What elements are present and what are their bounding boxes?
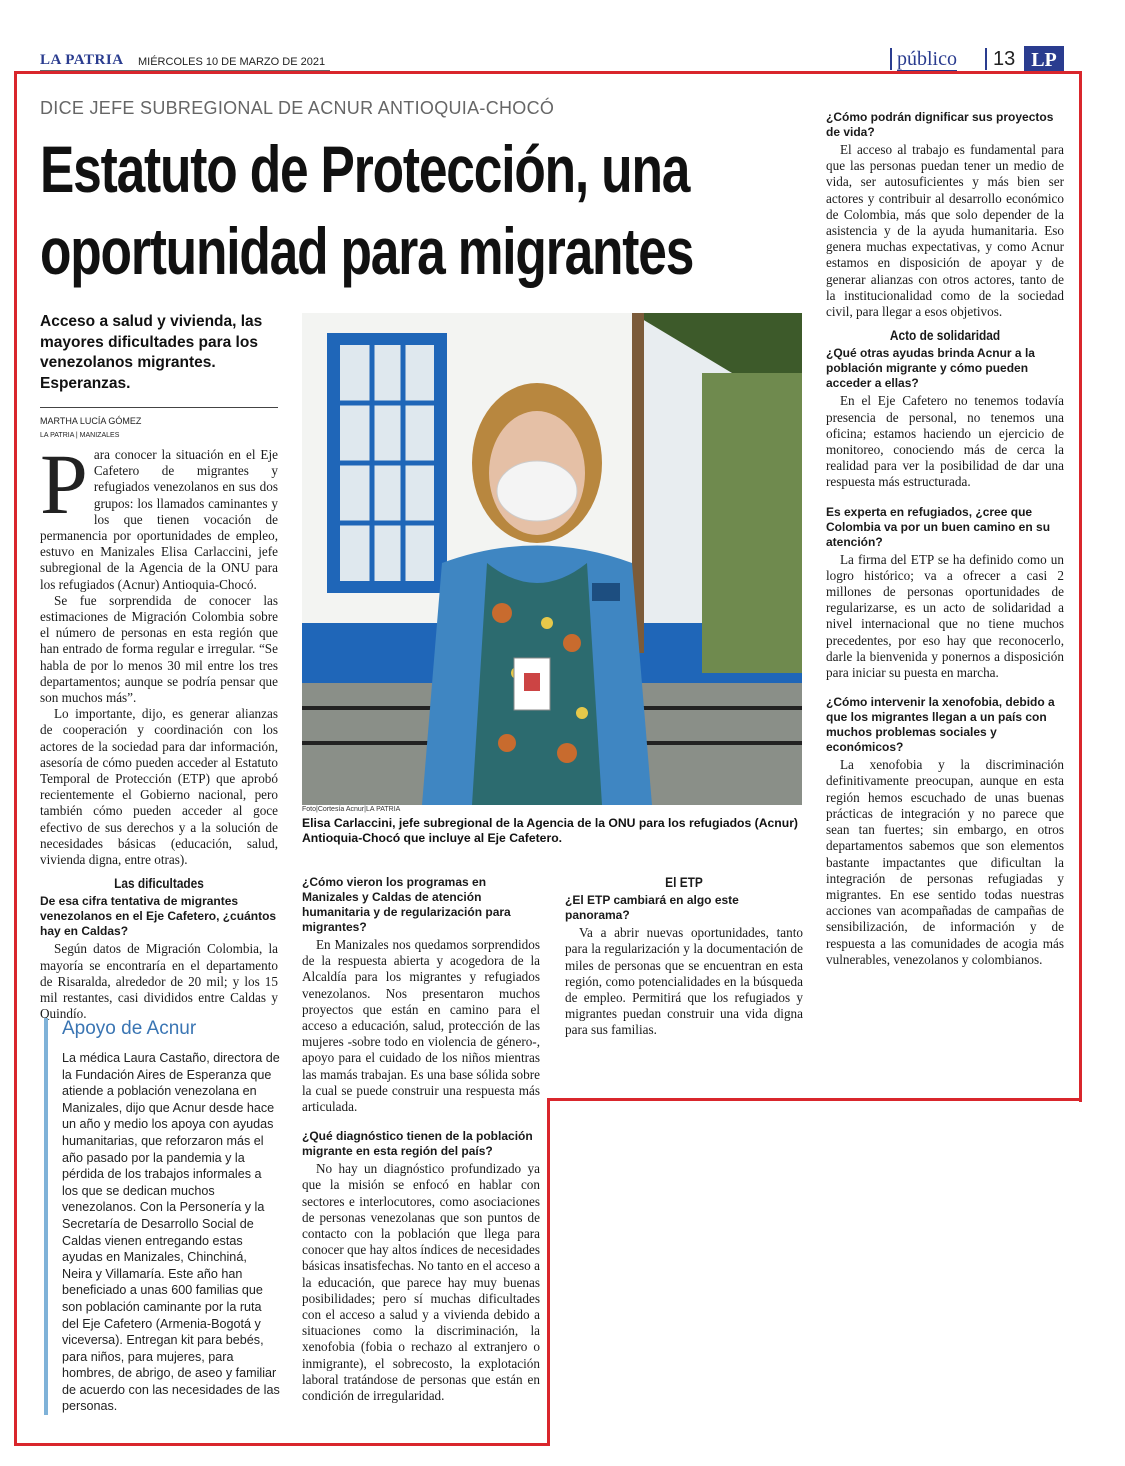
paragraph: Lo importante, dijo, es generar alianzas de cooperación y coordinación con los actores de la sociedad para dar información, asesoría de cómo pueden acceder al Estatuto Temporal de Protección (ETP) que aprobó recientemente el Gobierno nacional, pero también cómo pueden acceder al goce efectivo de sus derechos y a la solución de necesidades básicas (educación, salud, vivienda digna, entre otras). xyxy=(40,706,278,868)
drop-cap: P xyxy=(40,436,88,532)
sidebar-body: La médica Laura Castaño, directora de la Fundación Aires de Esperanza que atiende a población venezolana en Manizales, dijo que Acnur desde hace un año y medio los apoya con ayudas humanitarias, que reforzaron más el año pasado por la pandemia y la pérdida de los trabajos informales a los que se dedican muchos venezolanos. Con la Personería y la Secretaría de Desarrollo Social de Caldas vienen entregando estas ayudas en Manizales, Chinchiná, Neira y Villamaría. Este año han beneficiado a unas 600 familias que son población caminante por la ruta del Eje Cafetero (Armenia-Bogotá y viceversa). Entregan kit para bebés, para niños, para mujeres, para hombres, de abrigo, de aseo y familiar de acuerdo con las necesidades de las personas. xyxy=(62,1051,280,1414)
highlight-outline-step xyxy=(547,1098,1082,1101)
newspaper-name: LA PATRIA xyxy=(40,52,124,68)
answer: En Manizales nos quedamos sorprendidos de la respuesta abierta y acogedora de la Alcaldía para los migrantes y refugiados venezolanos. Nos presentaron muchos proyectos que están en camino para el acceso a educación, salud, protección de las mujeres -sobre todo en violencia de género-, apoyo para el cuidado de los niños mientras las mamás trabajan. Es una base sólida sobre la cual se puede construir una respuesta más articulada. xyxy=(302,937,540,1115)
photo-credit: Foto|Cortesía Acnur|LA PATRIA xyxy=(302,806,401,813)
headline-line-1: Estatuto de Protección, una xyxy=(40,132,690,206)
article-column-1 xyxy=(40,436,278,1023)
question: De esa cifra tentativa de migrantes venezolanos en el Eje Cafetero, ¿cuántos hay en Caldas? xyxy=(40,894,277,939)
article-photo xyxy=(302,313,802,805)
answer: La firma del ETP se ha definido como un logro histórico; va a ofrecer a casi 2 millones de personas oportunidades de regularizarse, es un acto de solidaridad a nivel internacional que no tiene muchos precedentes, por eso hay que reconocerlo, darle la bienvenida y ponernos a disposición para iniciar su puesta en marcha. xyxy=(826,551,1064,681)
answer: En el Eje Cafetero no tenemos todavía presencia de personal, no tenemos una oficina; estamos haciendo un ejercicio de monitoreo, conociendo más de cerca la realidad para ver la posibilidad de dar una respuesta más estructurada. xyxy=(826,393,1064,490)
answer: No hay un diagnóstico profundizado ya que la misión se enfocó en hablar con sectores e interlocutores, como asociaciones de personas venezolanas que son puntos de contacto con la población que llega para conocer que hay altos índices de necesidades básicas insatisfechas. No tanto en el acceso a la educación, que parece hay muy buenas posibilidades; pero sí muchas dificultades con el acceso a salud y a vivienda debido a situaciones como la discriminación, la xenofobia (fobia o rechazo al extranjero o inmigrante), el sobrecosto, la explotación laboral tratándose de personas que están en condición de irregularidad. xyxy=(302,1161,540,1404)
question: ¿Cómo podrán dignificar sus proyectos de vida? xyxy=(826,110,1054,139)
paragraph: ara conocer la situación en el Eje Cafetero de migrantes y refugiados venezolanos en sus dos grupos: los llamados caminantes y los que tienen vocación de permanencia por oportunidades de empleo, estuvo en Manizales Elisa Carlaccini, jefe subregional de la Agencia de la ONU para los refugiados (Acnur) Antioquia-Chocó. xyxy=(40,447,278,592)
answer: Según datos de Migración Colombia, la mayoría se encontraría en el departamento de Risaralda, alrededor de 20 mil; y los 15 mil restantes, casi divididos entre Caldas y Quindío. xyxy=(40,941,278,1022)
paragraph: Se fue sorprendida de conocer las estimaciones de Migración Colombia sobre el número de personas en esta región que han entrado de forma regular e irregular. “Se habla de por lo menos 30 mil entre los tres departamentos; aunque se podría pensar que son muchos más”. xyxy=(40,592,278,706)
byline: MARTHA LUCÍA GÓMEZ xyxy=(40,416,142,426)
deck-divider xyxy=(40,407,278,408)
question: ¿Cómo intervenir la xenofobia, debido a que los migrantes llegan a un país con muchos problemas sociales y económicos? xyxy=(826,695,1055,755)
kicker: DICE JEFE SUBREGIONAL DE ACNUR ANTIOQUIA-CHOCÓ xyxy=(40,98,555,118)
answer: La xenofobia y la discriminación definitivamente preocupan, aunque en esta región hemos escuchado de unas buenas prácticas de integración y no parece que sean tan fuertes; sin embargo, en otros departamentos sabemos que son elementos bastante impactantes que dificultan la integración de personas refugiadas y migrantes. En ese sentido todas nuestras acciones van acompañadas de campañas de sensibilización, de información y de respuesta a las comunidades de acogia más vulnerables, venezolanos y colombianos. xyxy=(826,757,1064,967)
question: ¿Qué otras ayudas brinda Acnur a la población migrante y cómo pueden acceder a ellas? xyxy=(826,346,1035,391)
photo-caption: Elisa Carlaccini, jefe subregional de la Agencia de la ONU para los refugiados (Acnur) Antioquia-Chocó que incluye al Eje Cafetero. xyxy=(302,816,798,845)
sidebar-title: Apoyo de Acnur xyxy=(62,1018,197,1039)
answer: El acceso al trabajo es fundamental para que las personas puedan tener un medio de vida, ser autosuficientes y más bien ser actores y contribuir al desarrollo económico de Colombia, más que solo depender de la asistencia y de la ayuda humanitaria. Eso genera muchas expectativas, y como Acnur estamos en disposición de apoyar y de generar alianzas con otros actores, tanto de la institucionalidad como de la sociedad civil, para llegar a esos objetivos. xyxy=(826,142,1064,320)
article-column-2 xyxy=(302,875,540,1404)
section-name xyxy=(890,48,957,70)
headline xyxy=(40,128,812,292)
answer: Va a abrir nuevas oportunidades, tanto para la regularización y la documentación de miles de personas que se encuentran en esta región, como potencialidades en la búsqueda de empleo. Permitirá que los refugiados y migrantes puedan construir una vida digna para sus familias. xyxy=(565,925,803,1038)
question: ¿Qué diagnóstico tienen de la población migrante en esta región del país? xyxy=(302,1129,533,1159)
sidebar-box xyxy=(44,1018,280,1415)
photo-illustration xyxy=(302,313,802,805)
page-number: 13 xyxy=(985,48,1015,70)
subheading: El ETP xyxy=(665,875,703,890)
question: ¿El ETP cambiará en algo este panorama? xyxy=(565,893,739,923)
brand-logo: LP xyxy=(1024,46,1064,74)
issue-date: MIÉRCOLES 10 DE MARZO DE 2021 xyxy=(138,56,326,68)
byline-source: LA PATRIA | MANIZALES xyxy=(40,432,120,439)
article-column-3 xyxy=(565,875,803,1039)
question: ¿Cómo vieron los programas en Manizales y Caldas de atención humanitaria y de regularización para migrantes? xyxy=(302,875,511,934)
subheading: Las dificultades xyxy=(114,876,204,892)
subheading: Acto de solidaridad xyxy=(889,328,1001,344)
article-column-4 xyxy=(826,110,1064,968)
deck: Acceso a salud y vivienda, las mayores dificultades para los venezolanos migrantes. Esperanzas. xyxy=(40,313,263,392)
question: Es experta en refugiados, ¿cree que Colombia va por un buen camino en su atención? xyxy=(826,504,1051,549)
headline-line-2: oportunidad para migrantes xyxy=(40,214,694,288)
section-label: público xyxy=(897,48,957,70)
